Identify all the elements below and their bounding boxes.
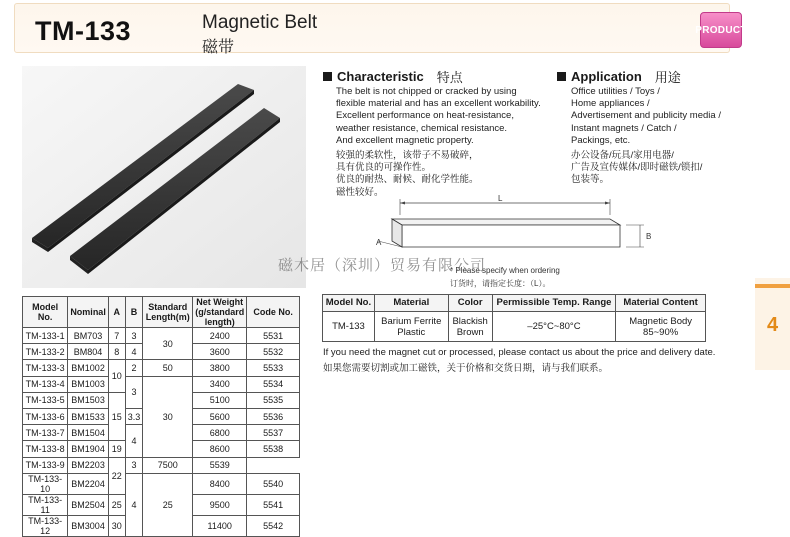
cell-b: 3 bbox=[125, 457, 143, 473]
cell-nominal: BM1533 bbox=[68, 408, 109, 424]
table-header-row bbox=[23, 297, 300, 328]
cell-code: 5538 bbox=[247, 441, 300, 457]
cell-code: 5542 bbox=[247, 515, 300, 536]
cell-a: 25 bbox=[108, 494, 125, 515]
cell-weight: 2400 bbox=[193, 328, 247, 344]
table-header-row bbox=[323, 295, 706, 312]
magnetic-belt-image bbox=[22, 66, 306, 288]
text-line: weather resistance, chemical resistance. bbox=[336, 122, 508, 134]
cell-model: TM-133-9 bbox=[23, 457, 68, 473]
cell-model: TM-133 bbox=[323, 312, 375, 342]
characteristic-title: Characteristic bbox=[337, 69, 424, 84]
footnote-zh: 如果您需要切割或加工磁铁，关于价格和交货日期，请与我们联系。 bbox=[323, 363, 609, 374]
cell-a: 22 bbox=[108, 457, 125, 494]
cell-code: 5536 bbox=[247, 408, 300, 424]
cell-b: 3 bbox=[125, 376, 143, 408]
cell-code: 5539 bbox=[193, 457, 247, 473]
cell-model: TM-133-11 bbox=[23, 494, 68, 515]
text-line: Office utilities / Toys / bbox=[571, 86, 660, 97]
cell-weight: 7500 bbox=[143, 457, 193, 473]
cell-a: 8 bbox=[108, 344, 125, 360]
chapter-number: 4 bbox=[766, 314, 779, 336]
text-line: 广告及宣传媒体/即时磁铁/锁扣/ bbox=[571, 162, 703, 174]
cell-weight: 5600 bbox=[193, 408, 247, 424]
text-line: 包装等。 bbox=[571, 174, 610, 186]
strip-top-face bbox=[392, 219, 620, 225]
cell-std-length: 30 bbox=[143, 376, 193, 457]
cell-code: 5540 bbox=[247, 473, 300, 494]
col-header-model: Model No. bbox=[23, 297, 68, 328]
col-header-net-weight: Net Weight (g/standard length) bbox=[193, 297, 247, 328]
order-note-zh: 订货时，请指定长度：（L）。 bbox=[450, 279, 551, 288]
col-header-material-content: Material Content bbox=[616, 295, 706, 312]
cell-nominal: BM3004 bbox=[68, 515, 109, 536]
chapter-tab-bar bbox=[755, 284, 790, 288]
chapter-tab bbox=[755, 278, 790, 370]
cell-nominal: BM804 bbox=[68, 344, 109, 360]
material-line: Plastic bbox=[397, 326, 426, 338]
table-row bbox=[323, 312, 706, 342]
cell-nominal: BM2204 bbox=[68, 473, 109, 494]
cell-std-length: 30 bbox=[143, 328, 193, 360]
label-l: L bbox=[498, 194, 503, 203]
cell-weight: 6800 bbox=[193, 425, 247, 441]
cell-model: TM-133-4 bbox=[23, 376, 68, 392]
col-header-std-length: Standard Length(m) bbox=[143, 297, 193, 328]
text-line: 磁性较好。 bbox=[336, 186, 384, 198]
color-line: Brown bbox=[456, 326, 484, 338]
label-b: B bbox=[646, 232, 652, 241]
cell-b: 4 bbox=[125, 425, 143, 457]
cell-code: 5532 bbox=[247, 344, 300, 360]
product-photo bbox=[22, 66, 306, 288]
text-line: Advertisement and publicity media / bbox=[571, 110, 721, 122]
cell-code: 5541 bbox=[247, 494, 300, 515]
cell-model: TM-133-6 bbox=[23, 408, 68, 424]
cell-a: 10 bbox=[108, 360, 125, 392]
col-header-color: Color bbox=[448, 295, 492, 312]
table-row bbox=[23, 328, 300, 344]
cell-code: 5537 bbox=[247, 425, 300, 441]
cell-code: 5534 bbox=[247, 376, 300, 392]
text-line: Packings, etc. bbox=[571, 134, 631, 146]
model-title: TM-133 bbox=[35, 16, 132, 46]
cell-model: TM-133-10 bbox=[23, 473, 68, 494]
text-line: 办公设备/玩具/家用电器/ bbox=[571, 150, 674, 161]
cell-a: 19 bbox=[108, 441, 125, 457]
cell-color bbox=[448, 312, 492, 342]
material-table bbox=[322, 294, 706, 342]
cell-material-content bbox=[616, 312, 706, 342]
text-line: The belt is not chipped or cracked by using bbox=[336, 86, 517, 97]
order-note-en: * Please specify when ordering bbox=[450, 266, 560, 275]
cell-model: TM-133-1 bbox=[23, 328, 68, 344]
spec-table bbox=[22, 296, 300, 537]
label-a: A bbox=[376, 238, 382, 247]
cell-model: TM-133-12 bbox=[23, 515, 68, 536]
cell-weight: 11400 bbox=[193, 515, 247, 536]
col-header-nominal: Nominal bbox=[68, 297, 109, 328]
text-line: Instant magnets / Catch / bbox=[571, 122, 677, 134]
col-header-a: A bbox=[108, 297, 125, 328]
text-line: 较强的柔软性，该带子不易破碎， bbox=[336, 150, 479, 161]
col-header-model: Model No. bbox=[323, 295, 375, 312]
cell-b: 4 bbox=[125, 473, 143, 536]
cell-model: TM-133-3 bbox=[23, 360, 68, 376]
product-badge: PRODUCT bbox=[700, 12, 742, 48]
color-line: Blackish bbox=[452, 315, 488, 327]
characteristic-title-zh: 特点 bbox=[436, 70, 463, 85]
cell-nominal: BM1904 bbox=[68, 441, 109, 457]
square-bullet-icon bbox=[557, 72, 566, 81]
cell-code: 5535 bbox=[247, 392, 300, 408]
cell-b: 3 bbox=[125, 328, 143, 344]
product-title-en: Magnetic Belt bbox=[202, 12, 318, 33]
cell-model: TM-133-8 bbox=[23, 441, 68, 457]
cell-b: 4 bbox=[125, 344, 143, 360]
cell-weight: 5100 bbox=[193, 392, 247, 408]
content-line: 85~90% bbox=[643, 326, 679, 338]
cell-code: 5533 bbox=[247, 360, 300, 376]
cell-a: 7 bbox=[108, 328, 125, 344]
application-title-zh: 用途 bbox=[654, 70, 681, 85]
cell-nominal: BM1503 bbox=[68, 392, 109, 408]
cell-weight: 3400 bbox=[193, 376, 247, 392]
cell-weight: 8400 bbox=[193, 473, 247, 494]
text-line: flexible material and has an excellent workability. bbox=[336, 98, 541, 110]
table-row bbox=[23, 457, 300, 473]
col-header-material: Material bbox=[374, 295, 448, 312]
cell-nominal: BM1504 bbox=[68, 425, 109, 441]
cell-nominal: BM1003 bbox=[68, 376, 109, 392]
characteristic-text-zh bbox=[336, 150, 479, 199]
cell-weight: 3800 bbox=[193, 360, 247, 376]
cell-model: TM-133-7 bbox=[23, 425, 68, 441]
application-title: Application bbox=[571, 69, 642, 84]
cell-nominal: BM2504 bbox=[68, 494, 109, 515]
square-bullet-icon bbox=[323, 72, 332, 81]
company-watermark: 磁木居（深圳）贸易有限公司 bbox=[278, 256, 487, 274]
cell-weight: 9500 bbox=[193, 494, 247, 515]
footnote-en: If you need the magnet cut or processed, please contact us about the price and delivery date. bbox=[323, 347, 716, 358]
cell-std-length: 25 bbox=[143, 473, 193, 536]
cell-temp-range: –25°C~80°C bbox=[492, 312, 616, 342]
header-band bbox=[14, 3, 747, 56]
product-title-zh: 磁带 bbox=[202, 39, 235, 56]
cell-model: TM-133-2 bbox=[23, 344, 68, 360]
application-heading bbox=[557, 67, 681, 86]
cell-material bbox=[374, 312, 448, 342]
text-line: Excellent performance on heat-resistance, bbox=[336, 110, 514, 122]
col-header-b: B bbox=[125, 297, 143, 328]
table-row bbox=[23, 473, 300, 494]
cell-model: TM-133-5 bbox=[23, 392, 68, 408]
material-line: Barium Ferrite bbox=[381, 315, 442, 327]
cell-nominal: BM1002 bbox=[68, 360, 109, 376]
cell-weight: 8600 bbox=[193, 441, 247, 457]
cell-b: 2 bbox=[125, 360, 143, 376]
characteristic-heading bbox=[323, 67, 463, 86]
application-text-zh bbox=[571, 150, 702, 187]
cell-b: 3.3 bbox=[125, 408, 143, 424]
text-line: 优良的耐热、耐候、耐化学性能。 bbox=[336, 174, 479, 186]
col-header-code: Code No. bbox=[247, 297, 300, 328]
cell-nominal: BM2203 bbox=[68, 457, 109, 473]
cell-a: 15 bbox=[108, 392, 125, 441]
application-text-en bbox=[571, 86, 721, 147]
text-line: 具有优良的可操作性。 bbox=[336, 162, 432, 174]
strip-front-face bbox=[402, 225, 620, 247]
cell-nominal: BM703 bbox=[68, 328, 109, 344]
cell-a: 30 bbox=[108, 515, 125, 536]
text-line: Home appliances / bbox=[571, 98, 650, 110]
cell-std-length: 50 bbox=[143, 360, 193, 376]
table-row bbox=[23, 376, 300, 392]
cell-weight: 3600 bbox=[193, 344, 247, 360]
content-line: Magnetic Body bbox=[629, 315, 693, 327]
text-line: And excellent magnetic property. bbox=[336, 134, 474, 146]
cell-code: 5531 bbox=[247, 328, 300, 344]
table-row bbox=[23, 360, 300, 376]
col-header-temp-range: Permissible Temp. Range bbox=[492, 295, 616, 312]
characteristic-text-en bbox=[336, 86, 541, 147]
dimension-diagram bbox=[370, 195, 670, 255]
